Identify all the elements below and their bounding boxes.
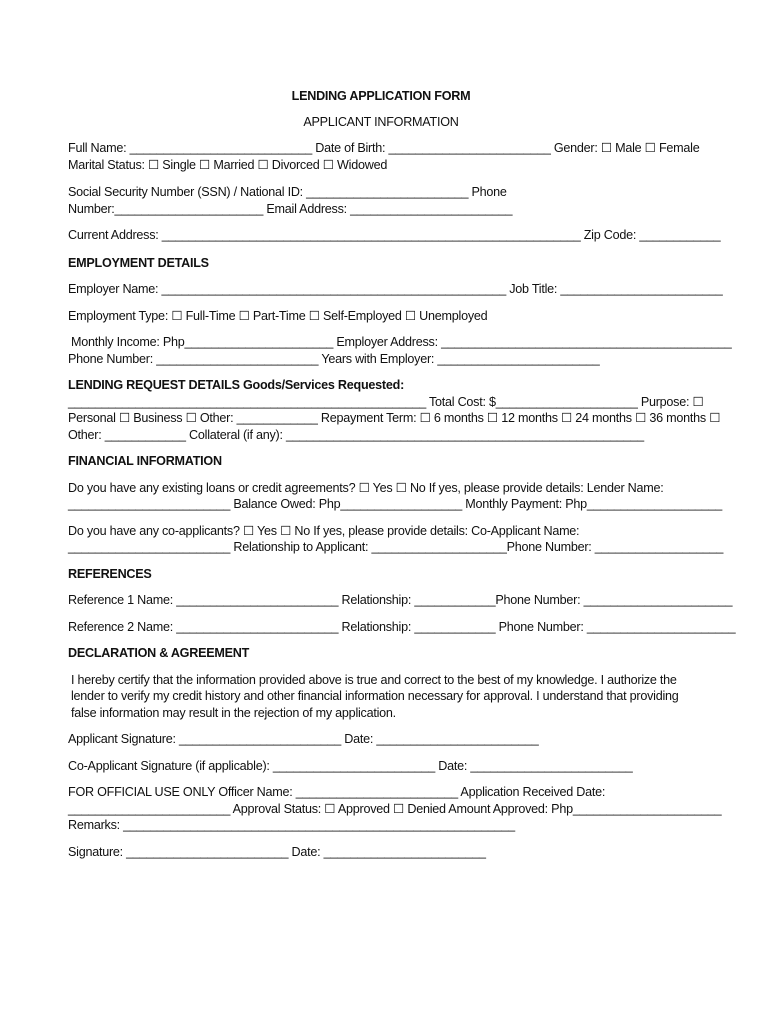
lending-request-heading: LENDING REQUEST DETAILS Goods/Services Requested:: [68, 378, 405, 392]
employer-name-line: Employer Name: ___________________________________________________ Job Title: ________________________: [68, 282, 723, 296]
form-page: [68, 88, 736, 860]
lending-cost-line: _____________________________________________________ Total Cost: $_____________________ Purpose: ☐: [68, 394, 704, 409]
employment-details-heading: EMPLOYMENT DETAILS: [68, 255, 209, 270]
official-signature-line: Signature: ________________________ Date: ________________________: [68, 844, 486, 859]
co-applicant-signature-line: Co-Applicant Signature (if applicable): ________________________ Date: ________________________: [68, 758, 633, 773]
reference-2-line: Reference 2 Name: ________________________ Relationship: ____________ Phone Number: ______________________: [68, 619, 736, 634]
existing-loans-details-line: ________________________ Balance Owed: Php__________________ Monthly Payment: Php____________________: [68, 497, 723, 511]
financial-information-heading: FINANCIAL INFORMATION: [68, 454, 222, 468]
employment-type-line: Employment Type: ☐ Full-Time ☐ Part-Time ☐ Self-Employed ☐ Unemployed: [68, 308, 488, 323]
monthly-income-line: Monthly Income: Php______________________ Employer Address: ___________________________________________: [71, 335, 732, 349]
co-applicants-line: Do you have any co-applicants? ☐ Yes ☐ No If yes, please provide details: Co-Applicant Name:: [68, 523, 580, 538]
co-applicant-details-line: ________________________ Relationship to Applicant: ____________________Phone Number: ___________________: [68, 540, 724, 554]
reference-1-line: Reference 1 Name: ________________________ Relationship: ____________Phone Number: ______________________: [68, 593, 733, 607]
ssn-phone-email-block: Social Security Number (SSN) / National ID: ________________________ Phone Number:______________________ Email Address: ________________________: [68, 185, 513, 216]
references-heading: REFERENCES: [68, 566, 152, 581]
form-title: LENDING APPLICATION FORM: [291, 89, 471, 103]
lending-other-line: Other: ____________ Collateral (if any): _____________________________________________________: [68, 427, 644, 442]
applicant-name-dob-gender-line: Full Name: ___________________________ Date of Birth: ________________________ Gender: ☐ Male ☐ Female: [68, 141, 700, 155]
declaration-heading: DECLARATION & AGREEMENT: [68, 646, 250, 660]
section-applicant-information: APPLICANT INFORMATION: [303, 114, 459, 129]
approval-status-line: ________________________ Approval Status: ☐ Approved ☐ Denied Amount Approved: Php______________________: [68, 801, 722, 816]
declaration-text: I hereby certify that the information provided above is true and correct to the best of my knowledge. I authorize the lender to verify my credit history and other financial information necessary for approval. I understand that providing false information may result in the rejection of my application.: [71, 672, 679, 720]
remarks-line: Remarks: __________________________________________________________: [68, 818, 515, 832]
lending-purpose-line: Personal ☐ Business ☐ Other: ____________ Repayment Term: ☐ 6 months ☐ 12 months ☐ 24 months ☐ 36 months ☐: [68, 411, 721, 425]
official-use-line: FOR OFFICIAL USE ONLY Officer Name: ________________________ Application Received Date:: [68, 785, 606, 799]
applicant-signature-line: Applicant Signature: ________________________ Date: ________________________: [68, 732, 539, 746]
existing-loans-line: Do you have any existing loans or credit agreements? ☐ Yes ☐ No If yes, please provide details: Lender Name:: [68, 480, 664, 495]
current-address-line: Current Address: ______________________________________________________________ Zip Code: ____________: [68, 228, 721, 242]
marital-status-line: Marital Status: ☐ Single ☐ Married ☐ Divorced ☐ Widowed: [68, 157, 388, 172]
employer-phone-line: Phone Number: ________________________ Years with Employer: ________________________: [68, 351, 600, 366]
